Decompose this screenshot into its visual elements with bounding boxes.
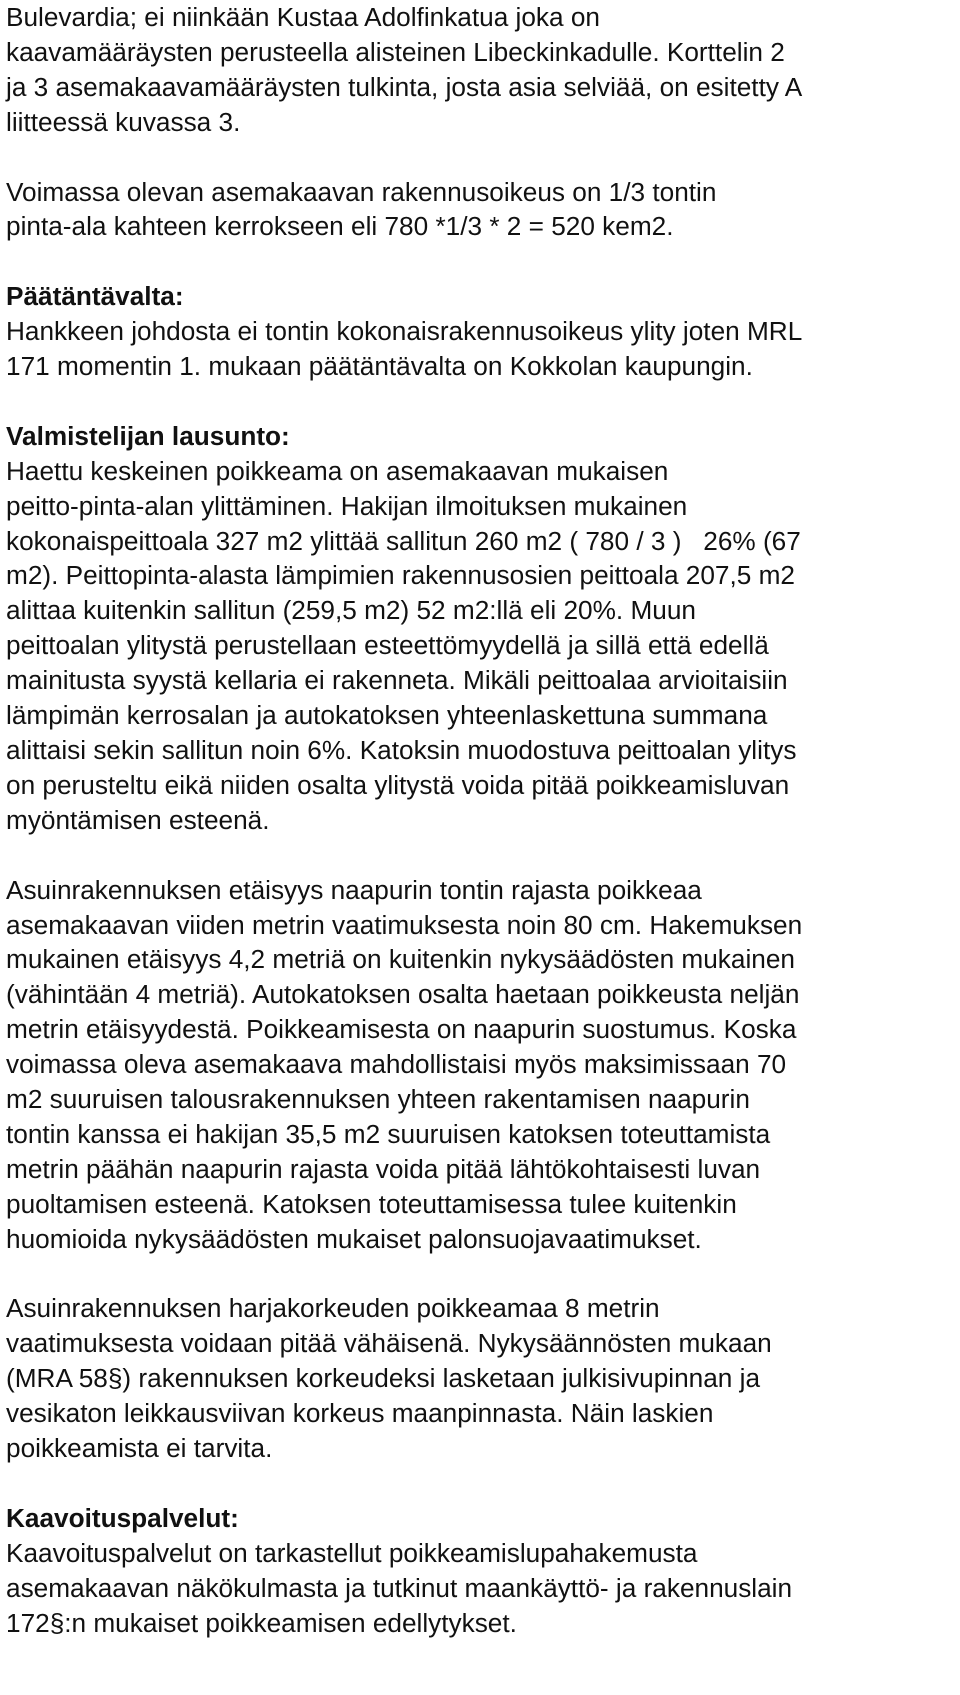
planning-services-section [6, 1501, 956, 1641]
text-line: kaavamääräysten perusteella alisteinen Libeckinkadulle. Korttelin 2 [6, 36, 785, 67]
text-line: ja 3 asemakaavamääräysten tulkinta, josta asia selviää, on esitetty A [6, 71, 803, 102]
text-line: puoltamisen esteenä. Katoksen toteuttamisessa tulee kuitenkin [6, 1188, 737, 1219]
ridge-height-paragraph [6, 1291, 956, 1466]
authority-heading: Päätäntävalta: [6, 281, 184, 312]
text-line: huomioida nykysäädösten mukaiset palonsuojavaatimukset. [6, 1223, 702, 1254]
text-line: alittaa kuitenkin sallitun (259,5 m2) 52 m2:llä eli 20%. Muun [6, 595, 696, 626]
text-line: m2 suuruisen talousrakennuksen yhteen rakentamisen naapurin [6, 1084, 750, 1115]
text-line: vesikaton leikkausviivan korkeus maanpinnasta. Näin laskien [6, 1398, 714, 1429]
text-line: mainitusta syystä kellaria ei rakenneta. Mikäli peittoalaa arvioitaisiin [6, 665, 788, 696]
text-line: myöntämisen esteenä. [6, 804, 270, 835]
paragraph-gap [6, 384, 956, 419]
distance-paragraph [6, 873, 956, 1257]
text-line: peitto-pinta-alan ylittäminen. Hakijan ilmoituksen mukainen [6, 490, 688, 521]
text-line: alittaisi sekin sallitun noin 6%. Katoksin muodostuva peittoalan ylitys [6, 734, 797, 765]
text-line: m2). Peittopinta-alasta lämpimien rakennusosien peittoala 207,5 m2 [6, 560, 795, 591]
text-line: lämpimän kerrosalan ja autokatoksen yhteenlaskettuna summana [6, 700, 768, 731]
building-rights-paragraph [6, 175, 956, 245]
preparer-statement-section [6, 419, 956, 838]
text-line: Hankkeen johdosta ei tontin kokonaisrakennusoikeus ylity joten MRL [6, 316, 803, 347]
preparer-heading: Valmistelijan lausunto: [6, 420, 290, 451]
text-line: peittoalan ylitystä perustellaan esteettömyydellä ja sillä että edellä [6, 630, 769, 661]
document-page [6, 0, 956, 1641]
text-line: on perusteltu eikä niiden osalta ylitystä voida pitää poikkeamisluvan [6, 769, 790, 800]
text-line: Kaavoituspalvelut on tarkastellut poikkeamislupahakemusta [6, 1537, 698, 1568]
text-line: liitteessä kuvassa 3. [6, 106, 241, 137]
text-line: asemakaavan viiden metrin vaatimuksesta noin 80 cm. Hakemuksen [6, 909, 803, 940]
text-line: Asuinrakennuksen etäisyys naapurin tontin rajasta poikkeaa [6, 874, 702, 905]
text-line: Haettu keskeinen poikkeama on asemakaavan mukaisen [6, 455, 669, 486]
text-line: Voimassa olevan asemakaavan rakennusoikeus on 1/3 tontin [6, 176, 717, 207]
text-line: Asuinrakennuksen harjakorkeuden poikkeamaa 8 metrin [6, 1293, 660, 1324]
text-line: mukainen etäisyys 4,2 metriä on kuitenkin nykysäädösten mukainen [6, 944, 795, 975]
paragraph-gap [6, 838, 956, 873]
text-line: metrin päähän naapurin rajasta voida pitää lähtökohtaisesti luvan [6, 1153, 761, 1184]
planning-heading: Kaavoituspalvelut: [6, 1502, 239, 1533]
text-line: kokonaispeittoala 327 m2 ylittää sallitun 260 m2 ( 780 / 3 ) 26% (67 [6, 525, 801, 556]
paragraph-gap [6, 1257, 956, 1292]
text-line: tontin kanssa ei hakijan 35,5 m2 suuruisen katoksen toteuttamista [6, 1118, 771, 1149]
authority-section [6, 279, 956, 384]
text-line: (MRA 58§) rakennuksen korkeudeksi lasketaan julkisivupinnan ja [6, 1363, 761, 1394]
text-line: asemakaavan näkökulmasta ja tutkinut maankäyttö- ja rakennuslain [6, 1572, 793, 1603]
text-line: 172§:n mukaiset poikkeamisen edellytykset. [6, 1607, 517, 1638]
text-line: poikkeamista ei tarvita. [6, 1433, 273, 1464]
text-line: pinta-ala kahteen kerrokseen eli 780 *1/3 * 2 = 520 kem2. [6, 211, 674, 242]
text-line: 171 momentin 1. mukaan päätäntävalta on Kokkolan kaupungin. [6, 351, 753, 382]
text-line: (vähintään 4 metriä). Autokatoksen osalta haetaan poikkeusta neljän [6, 979, 800, 1010]
intro-paragraph [6, 0, 956, 140]
text-line: metrin etäisyydestä. Poikkeamisesta on naapurin suostumus. Koska [6, 1014, 797, 1045]
paragraph-gap [6, 1466, 956, 1501]
text-line: Bulevardia; ei niinkään Kustaa Adolfinkatua joka on [6, 2, 600, 32]
text-line: voimassa oleva asemakaava mahdollistaisi myös maksimissaan 70 [6, 1049, 787, 1080]
text-line: vaatimuksesta voidaan pitää vähäisenä. Nykysäännösten mukaan [6, 1328, 772, 1359]
paragraph-gap [6, 244, 956, 279]
paragraph-gap [6, 140, 956, 175]
